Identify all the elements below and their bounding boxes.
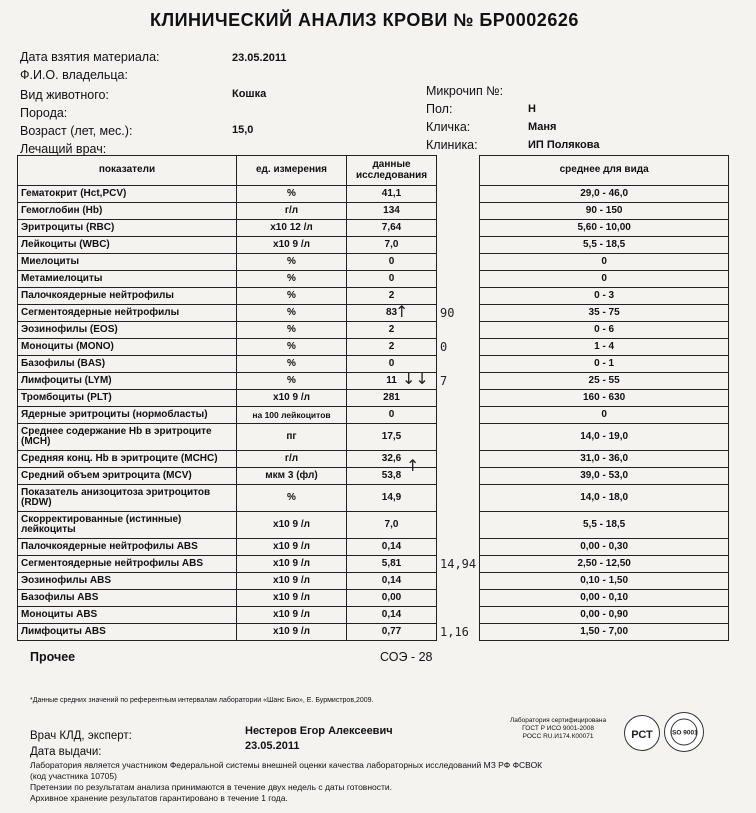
row-norm: 0,00 - 0,10 (480, 590, 729, 607)
row-indicator-name: Базофилы (BAS) (18, 356, 237, 373)
row-indicator-name: Эозинофилы (EOS) (18, 322, 237, 339)
row-indicator-name: Миелоциты (18, 254, 237, 271)
note-claims: Претензии по результатам анализа принимаются в течение двух недель с даты готовности. (30, 782, 392, 792)
row-norm: 14,0 - 19,0 (480, 424, 729, 451)
cert-block (510, 717, 606, 741)
row-indicator-name: Эозинофилы ABS (18, 573, 237, 590)
row-unit: х10 9 /л (237, 624, 347, 641)
row-indicator-name: Моноциты (MONO) (18, 339, 237, 356)
row-norm: 0,00 - 0,30 (480, 539, 729, 556)
row-norm: 90 - 150 (480, 203, 729, 220)
row-handwritten-note (437, 573, 480, 590)
nick-label: Кличка: (426, 120, 471, 134)
sex-value: Н (528, 103, 536, 115)
row-unit: % (237, 288, 347, 305)
header-norm: среднее для вида (480, 156, 729, 186)
clinic-label: Клиника: (426, 138, 478, 152)
clinic-value: ИП Полякова (528, 139, 600, 151)
up-arrow-mcv: ↑ (406, 456, 420, 475)
row-value: 2 (347, 288, 437, 305)
row-handwritten-note (437, 237, 480, 254)
row-value: 41,1 (347, 186, 437, 203)
age-value: 15,0 (232, 124, 254, 136)
row-value: 53,8 (347, 468, 437, 485)
row-unit: х10 9 /л (237, 390, 347, 407)
row-norm: 0 - 6 (480, 322, 729, 339)
row-handwritten-note (437, 590, 480, 607)
row-indicator-name: Гематокрит (Hct,PCV) (18, 186, 237, 203)
down-arrows-lym: ↓↓ (402, 369, 429, 388)
doctor-label: Лечащий врач: (20, 142, 107, 156)
row-norm: 160 - 630 (480, 390, 729, 407)
row-norm: 0 - 3 (480, 288, 729, 305)
row-unit: х10 12 /л (237, 220, 347, 237)
expert-label: Врач КЛД, эксперт: (30, 730, 132, 742)
row-indicator-name: Средний объем эритроцита (MCV) (18, 468, 237, 485)
row-value: 0,14 (347, 607, 437, 624)
nick-value: Маня (528, 121, 557, 133)
row-unit: % (237, 305, 347, 322)
row-handwritten-note (437, 322, 480, 339)
table-row (18, 220, 729, 237)
row-norm: 0,00 - 0,90 (480, 607, 729, 624)
row-norm: 5,5 - 18,5 (480, 237, 729, 254)
page-title: КЛИНИЧЕСКИЙ АНАЛИЗ КРОВИ № БР0002626 (150, 10, 579, 30)
table-row (18, 539, 729, 556)
row-value: 0 (347, 407, 437, 424)
cert-line2: ГОСТ Р ИСО 9001-2008 (522, 725, 594, 733)
row-value: 0,77 (347, 624, 437, 641)
row-norm: 0,10 - 1,50 (480, 573, 729, 590)
table-row (18, 288, 729, 305)
row-unit: г/л (237, 203, 347, 220)
note-archive: Архивное хранение результатов гарантировано в течение 1 года. (30, 793, 288, 803)
row-value: 0 (347, 271, 437, 288)
header-gap (437, 156, 480, 186)
row-handwritten-note: 14,94 (437, 556, 480, 573)
table-row (18, 237, 729, 254)
row-indicator-name: Сегментоядерные нейтрофилы ABS (18, 556, 237, 573)
row-norm: 0 - 1 (480, 356, 729, 373)
row-value: 7,0 (347, 237, 437, 254)
row-indicator-name: Лимфоциты (LYM) (18, 373, 237, 390)
table-row (18, 556, 729, 573)
row-indicator-name: Метамиелоциты (18, 271, 237, 288)
row-unit: х10 9 /л (237, 590, 347, 607)
row-handwritten-note: 90 (437, 305, 480, 322)
note-fsvok: Лаборатория является участником Федеральной системы внешней оценки качества лабораторных исследований МЗ РФ ФСВОК (30, 760, 543, 770)
row-unit: % (237, 186, 347, 203)
row-handwritten-note (437, 356, 480, 373)
row-norm: 0 (480, 407, 729, 424)
row-value: 11 (347, 373, 437, 390)
row-handwritten-note (437, 271, 480, 288)
row-handwritten-note (437, 607, 480, 624)
row-unit: % (237, 373, 347, 390)
table-row (18, 424, 729, 451)
row-handwritten-note (437, 512, 480, 539)
row-unit: пг (237, 424, 347, 451)
header-value: данные исследования (347, 156, 437, 186)
header-indicator: показатели (18, 156, 237, 186)
row-handwritten-note (437, 288, 480, 305)
row-unit: х10 9 /л (237, 573, 347, 590)
other-label: Прочее (30, 650, 76, 664)
row-value: 83 (347, 305, 437, 322)
issue-date: 23.05.2011 (245, 740, 300, 752)
row-value: 5,81 (347, 556, 437, 573)
row-indicator-name: Лейкоциты (WBC) (18, 237, 237, 254)
owner-label: Ф.И.О. владельца: (20, 68, 128, 82)
row-norm: 35 - 75 (480, 305, 729, 322)
row-indicator-name: Моноциты ABS (18, 607, 237, 624)
table-row (18, 407, 729, 424)
note-code: (код участника 10705) (30, 771, 117, 781)
row-norm: 39,0 - 53,0 (480, 468, 729, 485)
row-norm: 14,0 - 18,0 (480, 485, 729, 512)
row-value: 2 (347, 339, 437, 356)
row-indicator-name: Эритроциты (RBC) (18, 220, 237, 237)
table-row (18, 339, 729, 356)
iso-logo-icon (664, 712, 704, 752)
row-value: 0 (347, 254, 437, 271)
row-value: 2 (347, 322, 437, 339)
row-unit: на 100 лейкоцитов (237, 407, 347, 424)
age-label: Возраст (лет, мес.): (20, 124, 133, 138)
row-indicator-name: Средняя конц. Hb в эритроците (МСНС) (18, 451, 237, 468)
row-indicator-name: Гемоглобин (Hb) (18, 203, 237, 220)
row-unit: % (237, 339, 347, 356)
row-value: 0,14 (347, 573, 437, 590)
date-value: 23.05.2011 (232, 52, 287, 64)
row-unit: % (237, 322, 347, 339)
row-norm: 25 - 55 (480, 373, 729, 390)
row-norm: 5,5 - 18,5 (480, 512, 729, 539)
table-row (18, 186, 729, 203)
row-unit: х10 9 /л (237, 607, 347, 624)
row-indicator-name: Показатель анизоцитоза эритроцитов (RDW) (18, 485, 237, 512)
row-indicator-name: Палочкоядерные нейтрофилы (18, 288, 237, 305)
row-norm: 0 (480, 271, 729, 288)
table-row (18, 305, 729, 322)
table-header-row (18, 156, 729, 186)
row-handwritten-note: 7 (437, 373, 480, 390)
row-handwritten-note (437, 451, 480, 468)
footnote: *Данные средних значений по референтным интервалам лаборатории «Шанс Био», Е. Бурмистров,2009. (30, 697, 374, 704)
row-value: 0,14 (347, 539, 437, 556)
row-unit: мкм 3 (фл) (237, 468, 347, 485)
row-handwritten-note (437, 424, 480, 451)
row-value: 0 (347, 356, 437, 373)
cert-line1: Лаборатория сертифицирована (510, 717, 607, 724)
row-indicator-name: Среднее содержание Hb в эритроците (МСН) (18, 424, 237, 451)
table-row (18, 624, 729, 641)
rst-logo-icon (624, 715, 660, 751)
table-row (18, 271, 729, 288)
row-indicator-name: Ядерные эритроциты (нормобласты) (18, 407, 237, 424)
row-handwritten-note (437, 390, 480, 407)
row-indicator-name: Сегментоядерные нейтрофилы (18, 305, 237, 322)
cert-line3: РОСС RU.И174.К00071 (522, 733, 594, 741)
row-handwritten-note (437, 186, 480, 203)
row-unit: % (237, 356, 347, 373)
table-row (18, 322, 729, 339)
row-norm: 31,0 - 36,0 (480, 451, 729, 468)
results-table (17, 155, 729, 641)
row-handwritten-note (437, 539, 480, 556)
row-handwritten-note (437, 254, 480, 271)
row-handwritten-note (437, 407, 480, 424)
chip-label: Микрочип №: (426, 84, 504, 98)
row-unit: % (237, 271, 347, 288)
row-value: 134 (347, 203, 437, 220)
table-row (18, 573, 729, 590)
row-indicator-name: Палочкоядерные нейтрофилы ABS (18, 539, 237, 556)
row-unit: г/л (237, 451, 347, 468)
row-handwritten-note (437, 203, 480, 220)
iso-logo-text: ISO 9001 (670, 729, 698, 737)
table-row (18, 590, 729, 607)
table-row (18, 468, 729, 485)
table-row (18, 356, 729, 373)
row-unit: х10 9 /л (237, 556, 347, 573)
row-value: 14,9 (347, 485, 437, 512)
header-unit: ед. измерения (237, 156, 347, 186)
row-value: 32,6 (347, 451, 437, 468)
table-row (18, 254, 729, 271)
row-indicator-name: Скорректированные (истинные) лейкоциты (18, 512, 237, 539)
rst-logo-text: РСТ (631, 729, 653, 741)
row-norm: 5,60 - 10,00 (480, 220, 729, 237)
row-norm: 1 - 4 (480, 339, 729, 356)
table-row (18, 373, 729, 390)
row-unit: х10 9 /л (237, 237, 347, 254)
row-unit: х10 9 /л (237, 539, 347, 556)
row-norm: 29,0 - 46,0 (480, 186, 729, 203)
row-handwritten-note: 0 (437, 339, 480, 356)
breed-label: Порода: (20, 106, 68, 120)
row-norm: 2,50 - 12,50 (480, 556, 729, 573)
row-value: 7,0 (347, 512, 437, 539)
table-row (18, 607, 729, 624)
row-indicator-name: Тромбоциты (PLT) (18, 390, 237, 407)
row-indicator-name: Базофилы ABS (18, 590, 237, 607)
row-indicator-name: Лимфоциты ABS (18, 624, 237, 641)
row-handwritten-note: 1,16 (437, 624, 480, 641)
row-unit: % (237, 485, 347, 512)
date-label: Дата взятия материала: (20, 50, 160, 64)
table-row (18, 390, 729, 407)
row-value: 0,00 (347, 590, 437, 607)
row-unit: % (237, 254, 347, 271)
table-row (18, 512, 729, 539)
row-value: 7,64 (347, 220, 437, 237)
esr-value: СОЭ - 28 (380, 650, 433, 664)
row-norm: 1,50 - 7,00 (480, 624, 729, 641)
row-handwritten-note (437, 485, 480, 512)
sex-label: Пол: (426, 102, 453, 116)
row-handwritten-note (437, 468, 480, 485)
row-unit: х10 9 /л (237, 512, 347, 539)
species-value: Кошка (232, 88, 267, 100)
species-label: Вид животного: (20, 88, 109, 102)
issue-label: Дата выдачи: (30, 746, 102, 758)
expert-name: Нестеров Егор Алексеевич (245, 725, 393, 737)
table-row (18, 485, 729, 512)
row-value: 17,5 (347, 424, 437, 451)
row-norm: 0 (480, 254, 729, 271)
up-arrow-seg: ↑ (395, 302, 409, 321)
row-handwritten-note (437, 220, 480, 237)
row-value: 281 (347, 390, 437, 407)
table-row (18, 203, 729, 220)
table-row (18, 451, 729, 468)
